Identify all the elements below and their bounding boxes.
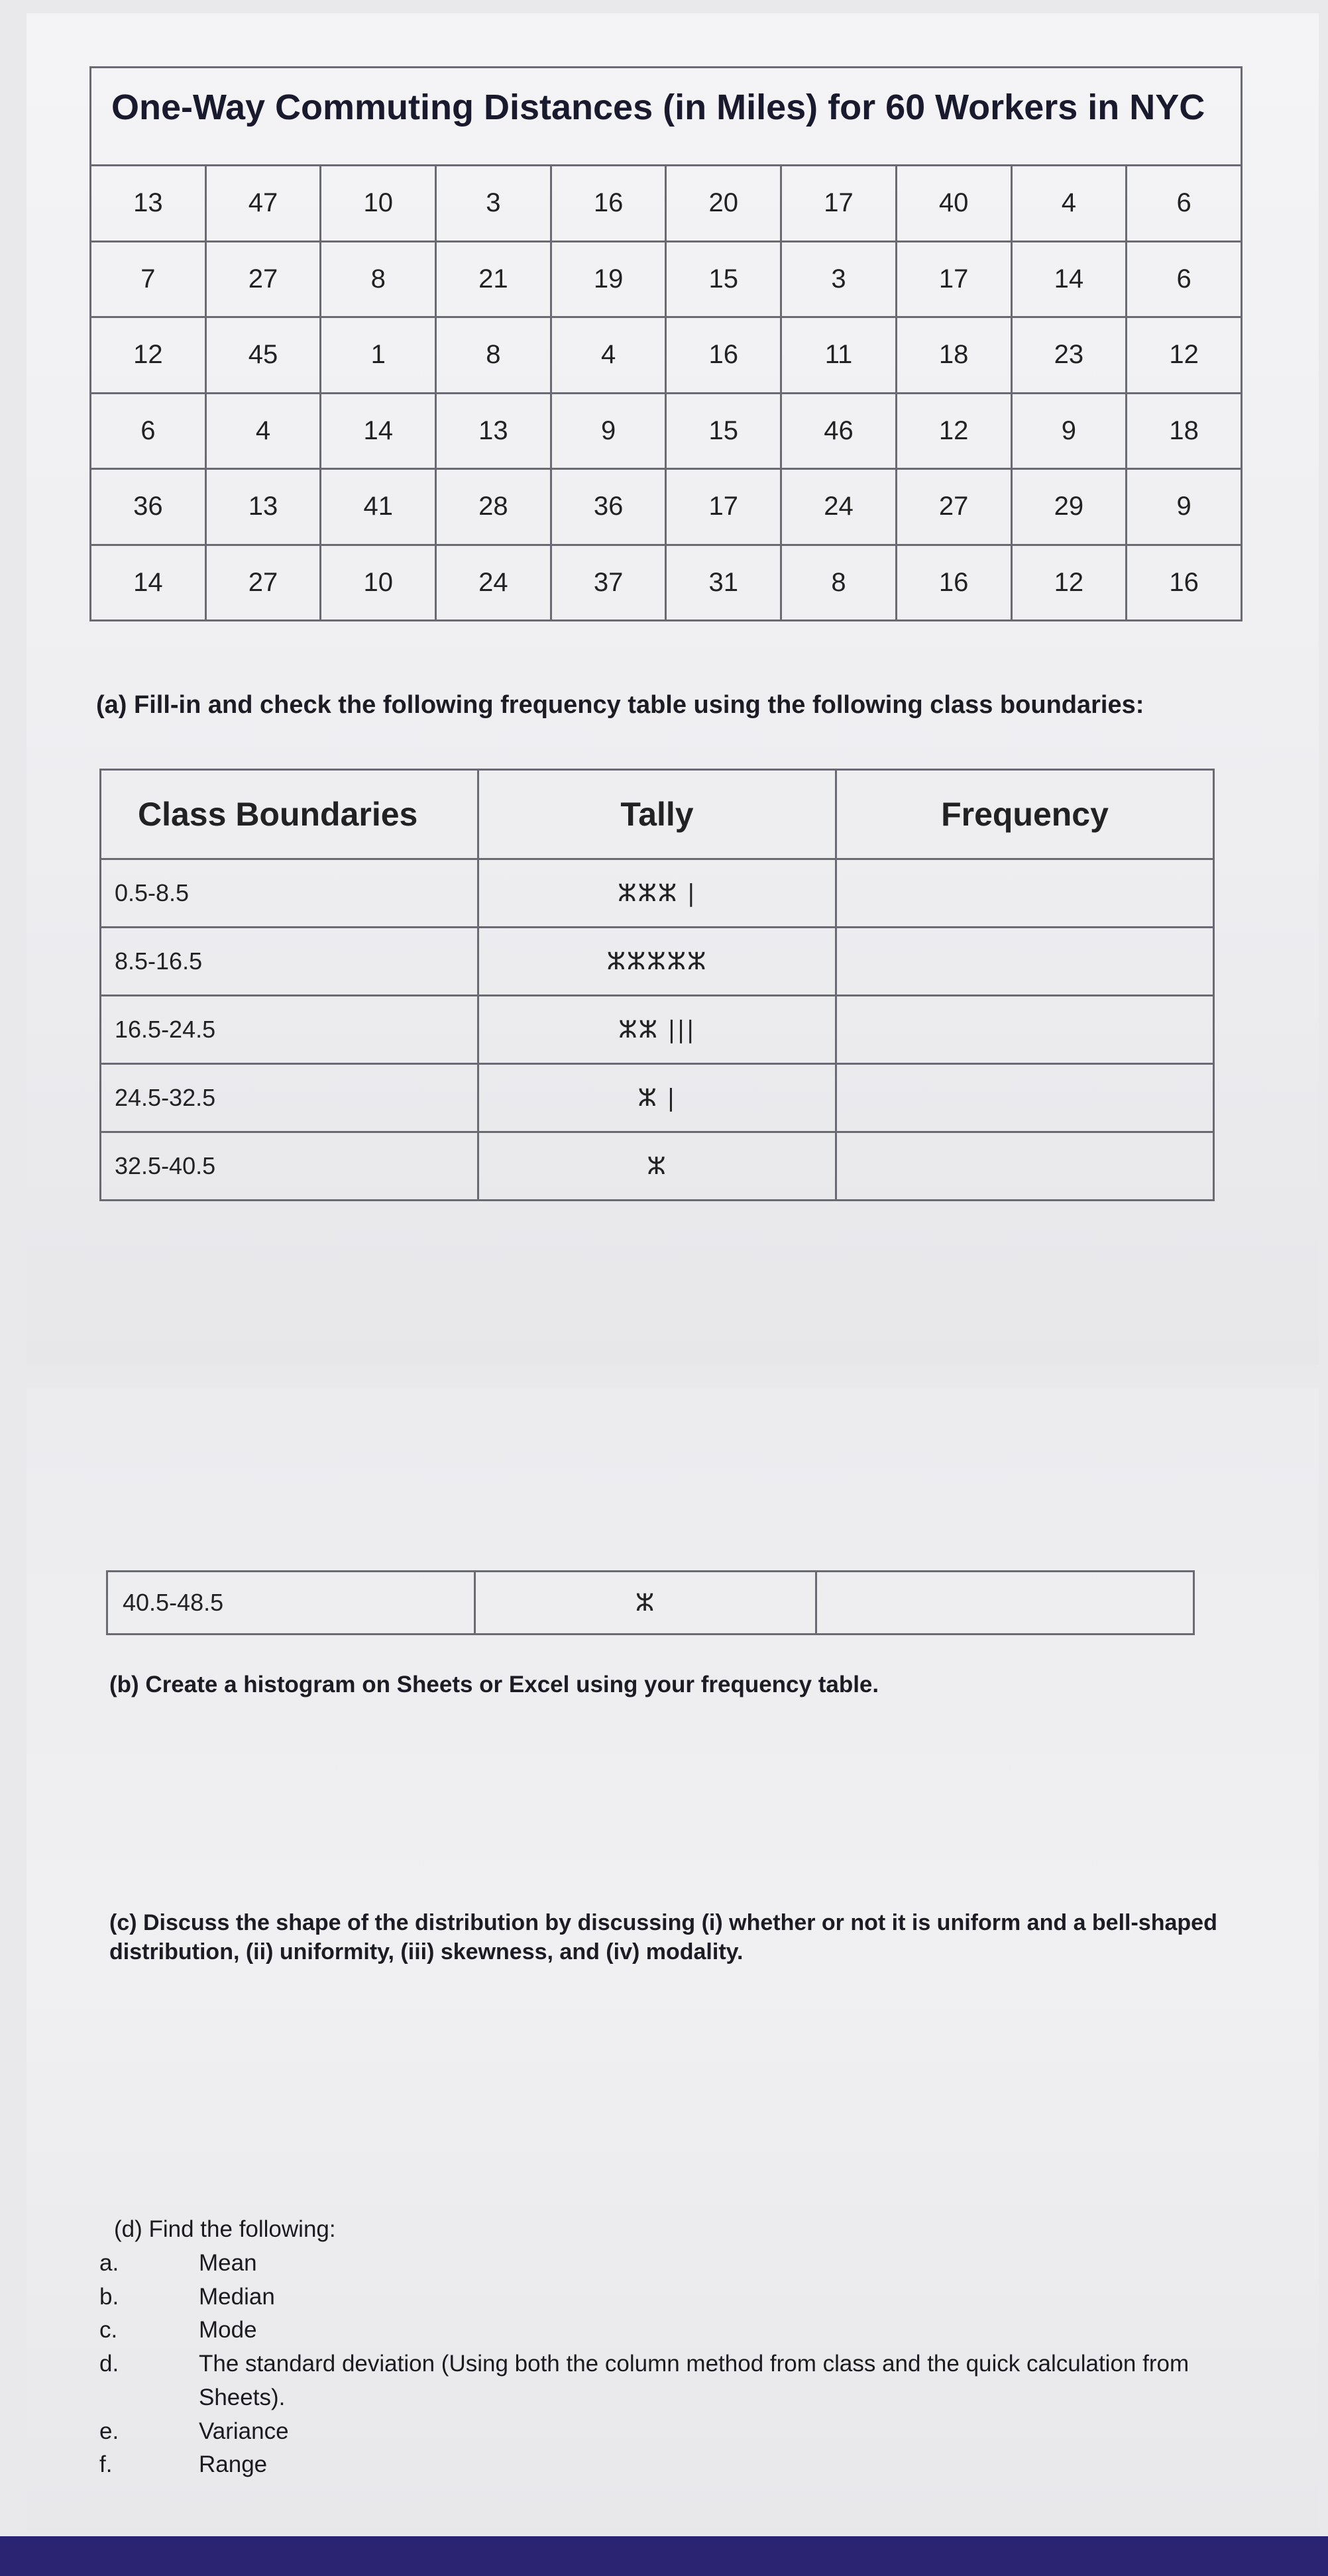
data-cell: 16 xyxy=(896,545,1011,621)
data-cell: 8 xyxy=(321,241,436,317)
tally-cell: ⵣ xyxy=(475,1572,816,1635)
header-tally: Tally xyxy=(478,770,836,859)
part-a-instruction: (a) Fill-in and check the following frequency table using the following class boundaries: xyxy=(96,691,1144,719)
table-row xyxy=(101,1132,1214,1201)
tally-cell: ⵣ | xyxy=(478,1064,836,1132)
data-cell: 46 xyxy=(781,393,897,469)
class-boundary-cell: 24.5-32.5 xyxy=(101,1064,478,1132)
data-cell: 41 xyxy=(321,469,436,545)
title-box xyxy=(89,66,1243,166)
data-cell: 8 xyxy=(436,317,551,394)
list-letter: d. xyxy=(99,2351,119,2377)
data-cell: 13 xyxy=(436,393,551,469)
data-cell: 3 xyxy=(436,166,551,242)
data-cell: 28 xyxy=(436,469,551,545)
data-cell: 12 xyxy=(1127,317,1242,394)
data-cell: 19 xyxy=(551,241,666,317)
part-d-heading: (d) Find the following: xyxy=(114,2216,336,2242)
list-letter: b. xyxy=(99,2283,119,2310)
part-c-instruction: (c) Discuss the shape of the distribution by discussing (i) whether or not it is uniform and a bell-shaped distribution, (ii) uniformity, (iii) skewness, and (iv) modality. xyxy=(109,1910,1217,1965)
frequency-input-cell[interactable] xyxy=(836,996,1214,1064)
part-d-list xyxy=(99,2213,1226,2482)
data-cell: 31 xyxy=(666,545,781,621)
table-row xyxy=(101,1064,1214,1132)
tally-cell: ⵣⵣⵣⵣⵣ xyxy=(478,928,836,996)
list-letter: c. xyxy=(99,2317,118,2343)
table-row xyxy=(101,928,1214,996)
data-cell: 20 xyxy=(666,166,781,242)
header-frequency: Frequency xyxy=(836,770,1214,859)
data-cell: 36 xyxy=(91,469,206,545)
data-cell: 15 xyxy=(666,393,781,469)
data-cell: 27 xyxy=(205,241,321,317)
list-text: Median xyxy=(199,2283,275,2310)
frequency-table xyxy=(99,769,1215,1201)
data-cell: 9 xyxy=(551,393,666,469)
data-cell: 10 xyxy=(321,545,436,621)
data-cell: 37 xyxy=(551,545,666,621)
data-cell: 9 xyxy=(1127,469,1242,545)
list-item xyxy=(99,2415,1226,2449)
table-row xyxy=(91,469,1242,545)
tally-cell: ⵣⵣⵣ | xyxy=(478,859,836,928)
data-cell: 36 xyxy=(551,469,666,545)
data-cell: 1 xyxy=(321,317,436,394)
header-class-boundaries: Class Boundaries xyxy=(101,770,478,859)
class-boundary-cell: 16.5-24.5 xyxy=(101,996,478,1064)
list-item xyxy=(99,2281,1226,2314)
data-cell: 12 xyxy=(896,393,1011,469)
data-cell: 47 xyxy=(205,166,321,242)
frequency-input-cell[interactable] xyxy=(816,1572,1194,1635)
class-boundary-cell: 8.5-16.5 xyxy=(101,928,478,996)
data-cell: 12 xyxy=(91,317,206,394)
data-cell: 15 xyxy=(666,241,781,317)
data-cell: 27 xyxy=(896,469,1011,545)
data-cell: 45 xyxy=(205,317,321,394)
data-cell: 16 xyxy=(551,166,666,242)
commute-data-table xyxy=(89,164,1243,621)
data-cell: 7 xyxy=(91,241,206,317)
data-cell: 10 xyxy=(321,166,436,242)
list-item xyxy=(99,2448,1226,2482)
class-boundary-cell: 0.5-8.5 xyxy=(101,859,478,928)
data-cell: 18 xyxy=(1127,393,1242,469)
data-cell: 24 xyxy=(781,469,897,545)
table-row xyxy=(91,166,1242,242)
data-cell: 4 xyxy=(1011,166,1127,242)
list-text: Mode xyxy=(199,2317,257,2343)
class-boundary-cell: 40.5-48.5 xyxy=(107,1572,475,1635)
data-cell: 23 xyxy=(1011,317,1127,394)
data-cell: 9 xyxy=(1011,393,1127,469)
table-row xyxy=(101,859,1214,928)
data-cell: 14 xyxy=(1011,241,1127,317)
frequency-input-cell[interactable] xyxy=(836,859,1214,928)
table-row xyxy=(91,317,1242,394)
data-cell: 13 xyxy=(91,166,206,242)
list-letter: f. xyxy=(99,2451,113,2478)
frequency-table-continued xyxy=(106,1570,1195,1635)
frequency-input-cell[interactable] xyxy=(836,1132,1214,1201)
data-cell: 27 xyxy=(205,545,321,621)
list-letter: e. xyxy=(99,2418,119,2444)
tally-cell: ⵣ xyxy=(478,1132,836,1201)
table-row xyxy=(91,545,1242,621)
list-item xyxy=(99,2347,1226,2415)
data-cell: 14 xyxy=(91,545,206,621)
tally-cell: ⵣⵣ ||| xyxy=(478,996,836,1064)
data-cell: 4 xyxy=(205,393,321,469)
class-boundary-cell: 32.5-40.5 xyxy=(101,1132,478,1201)
data-cell: 4 xyxy=(551,317,666,394)
frequency-input-cell[interactable] xyxy=(836,928,1214,996)
table-row xyxy=(101,996,1214,1064)
data-cell: 17 xyxy=(781,166,897,242)
data-cell: 13 xyxy=(205,469,321,545)
data-cell: 40 xyxy=(896,166,1011,242)
data-cell: 6 xyxy=(91,393,206,469)
list-text: Range xyxy=(199,2451,268,2478)
frequency-input-cell[interactable] xyxy=(836,1064,1214,1132)
data-cell: 6 xyxy=(1127,241,1242,317)
list-letter: a. xyxy=(99,2249,119,2276)
table-row xyxy=(107,1572,1194,1635)
data-cell: 17 xyxy=(666,469,781,545)
data-cell: 16 xyxy=(1127,545,1242,621)
page-title: One-Way Commuting Distances (in Miles) for 60 Workers in NYC xyxy=(111,87,1205,127)
part-b-instruction: (b) Create a histogram on Sheets or Excel using your frequency table. xyxy=(109,1672,879,1697)
data-cell: 24 xyxy=(436,545,551,621)
data-cell: 8 xyxy=(781,545,897,621)
data-cell: 11 xyxy=(781,317,897,394)
table-row xyxy=(91,241,1242,317)
data-cell: 6 xyxy=(1127,166,1242,242)
bottom-bar xyxy=(0,2536,1328,2576)
list-text: Mean xyxy=(199,2249,257,2276)
data-cell: 14 xyxy=(321,393,436,469)
data-cell: 21 xyxy=(436,241,551,317)
list-item xyxy=(99,2314,1226,2347)
data-cell: 29 xyxy=(1011,469,1127,545)
data-cell: 3 xyxy=(781,241,897,317)
data-cell: 16 xyxy=(666,317,781,394)
list-item xyxy=(99,2247,1226,2281)
list-text: The standard deviation (Using both the column method from class and the quick calculation from Sheets). xyxy=(199,2351,1190,2410)
list-text: Variance xyxy=(199,2418,289,2444)
data-cell: 18 xyxy=(896,317,1011,394)
data-cell: 12 xyxy=(1011,545,1127,621)
table-row xyxy=(91,393,1242,469)
data-cell: 17 xyxy=(896,241,1011,317)
